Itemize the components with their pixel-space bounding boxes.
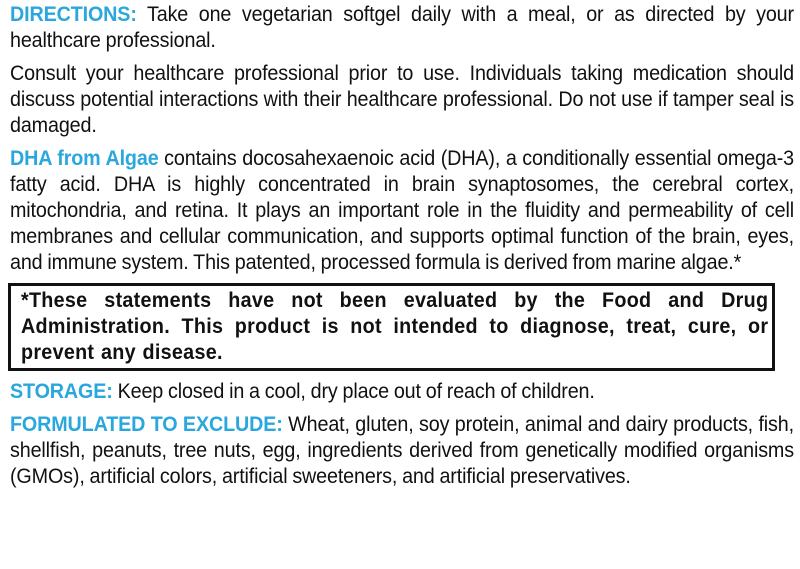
- caution-text: Consult your healthcare professional prior to use. Individuals taking medication should discuss potential interactions with their healthcare professional. Do not use if tamper seal is damaged.: [10, 62, 794, 137]
- directions-heading: DIRECTIONS:: [10, 3, 137, 26]
- directions-text: Take one vegetarian softgel daily with a meal, or as directed by your healthcare professional.: [10, 3, 794, 52]
- exclusions-paragraph: [10, 412, 794, 490]
- exclusions-heading: FORMULATED TO EXCLUDE:: [10, 413, 283, 436]
- fda-disclaimer-text: *These statements have not been evaluated by the Food and Drug Administration. This product is not intended to diagnose, treat, cure, or prevent any disease.: [21, 289, 769, 364]
- product-name-heading: DHA from Algae: [10, 147, 159, 170]
- description-text: contains docosahexaenoic acid (DHA), a conditionally essential omega-3 fatty acid. DHA is highly concentrated in brain synaptosomes, the cerebral cortex, mitochondria, and retina. It plays an important role in the fluidity and permeability of cell membranes and cellular communication, and supports optimal function of the brain, eyes, and immune system. This patented, processed formula is derived from marine algae.*: [10, 147, 794, 274]
- caution-paragraph: [10, 61, 794, 139]
- storage-heading: STORAGE:: [10, 380, 113, 403]
- exclusions-text: Wheat, gluten, soy protein, animal and dairy products, fish, shellfish, peanuts, tree nuts, egg, ingredients derived from genetically modified organisms (GMOs), artificial colors, artificial sweeteners, and artificial preservatives.: [10, 413, 794, 488]
- description-paragraph: [10, 146, 794, 276]
- storage-text: Keep closed in a cool, dry place out of reach of children.: [112, 380, 595, 403]
- directions-paragraph: [10, 2, 794, 54]
- fda-disclaimer-box: [8, 283, 775, 371]
- storage-paragraph: [10, 379, 794, 405]
